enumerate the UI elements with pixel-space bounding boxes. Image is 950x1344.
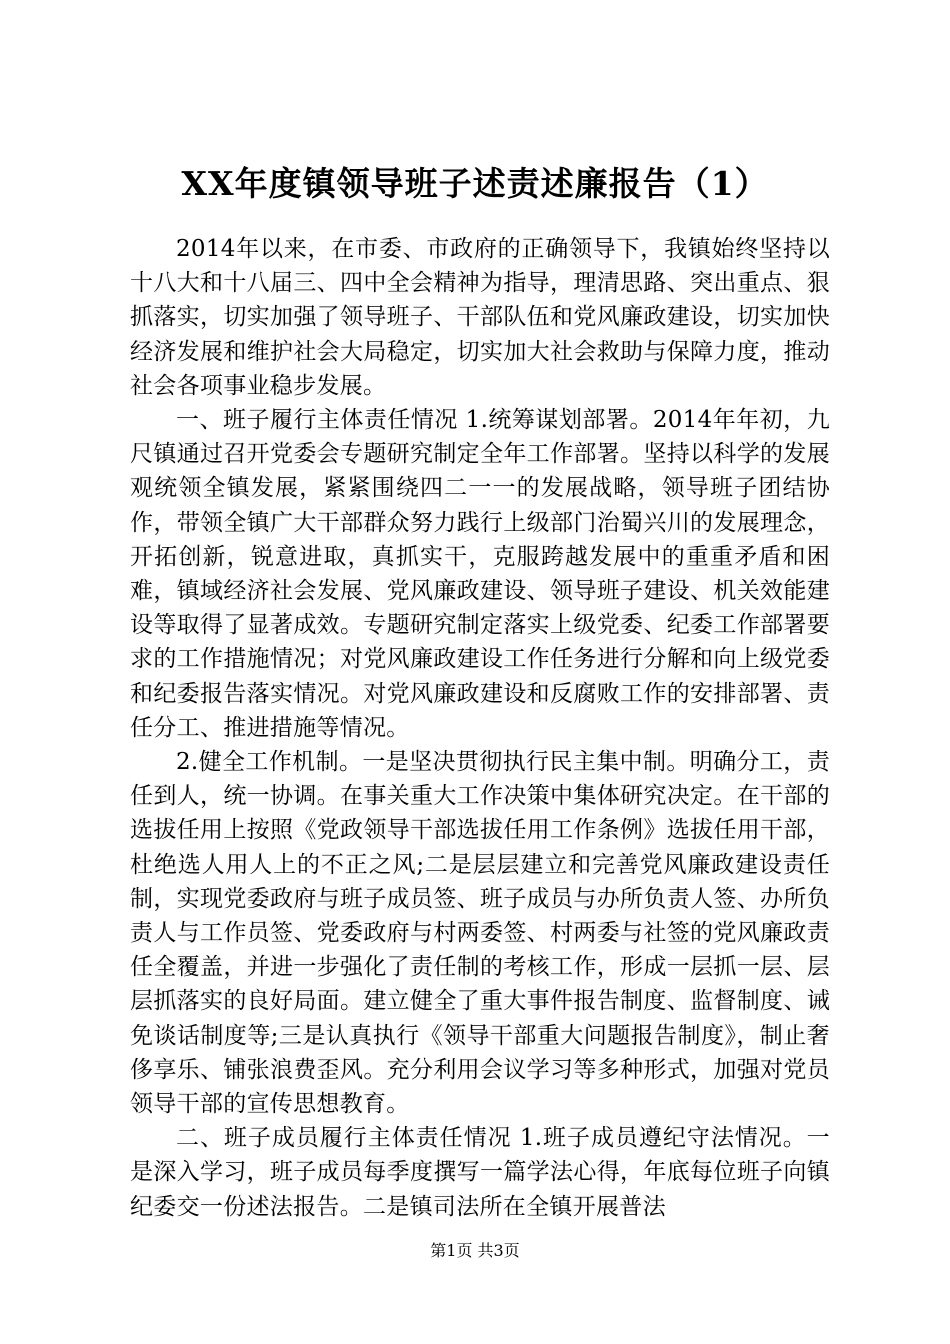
document-body <box>130 232 830 1224</box>
paragraph-section-2: 二、班子成员履行主体责任情况 1.班子成员遵纪守法情况。一是深入学习，班子成员每季度撰写一篇学法心得，年底每位班子向镇纪委交一份述法报告。二是镇司法所在全镇开展普法 <box>130 1125 830 1220</box>
paragraph-section-1: 一、班子履行主体责任情况 1.统筹谋划部署。2014年年初，九尺镇通过召开党委会专题研究制定全年工作部署。坚持以科学的发展观统领全镇发展，紧紧围绕四二一一的发展战略，领导班子团结协作，带领全镇广大干部群众努力践行上级部门治蜀兴川的发展理念，开拓创新，锐意进取，真抓实干，克服跨越发展中的重重矛盾和困难，镇域经济社会发展、党风廉政建设、领导班子建设、机关效能建设等取得了显著成效。专题研究制定落实上级党委、纪委工作部署要求的工作措施情况；对党风廉政建设工作任务进行分解和向上级党委和纪委报告落实情况。对党风廉政建设和反腐败工作的安排部署、责任分工、推进措施等情况。 <box>130 407 830 741</box>
paragraph-section-1-item-2: 2.健全工作机制。一是坚决贯彻执行民主集中制。明确分工，责任到人，统一协调。在事关重大工作决策中集体研究决定。在干部的选拔任用上按照《党政领导干部选拔任用工作条例》选拔任用干部，杜绝选人用人上的不正之风;二是层层建立和完善党风廉政建设责任制，实现党委政府与班子成员签、班子成员与办所负责人签、办所负责人与工作员签、党委政府与村两委签、村两委与社签的党风廉政责任全覆盖，并进一步强化了责任制的考核工作，形成一层抓一层、层层抓落实的良好局面。建立健全了重大事件报告制度、监督制度、诫免谈话制度等;三是认真执行《领导干部重大问题报告制度》，制止奢侈享乐、铺张浪费歪风。充分利用会议学习等多种形式，加强对党员领导干部的宣传思想教育。 <box>130 749 830 1118</box>
document-title: XX年度镇领导班子述责述廉报告（1） <box>181 164 769 203</box>
paragraph-intro: 2014年以来，在市委、市政府的正确领导下，我镇始终坚持以十八大和十八届三、四中全会精神为指导，理清思路、突出重点、狠抓落实，切实加强了领导班子、干部队伍和党风廉政建设，切实加快经济发展和维护社会大局稳定，切实加大社会救助与保障力度，推动社会各项事业稳步发展。 <box>130 236 830 399</box>
page-number-footer: 第1页 共3页 <box>430 1241 520 1260</box>
